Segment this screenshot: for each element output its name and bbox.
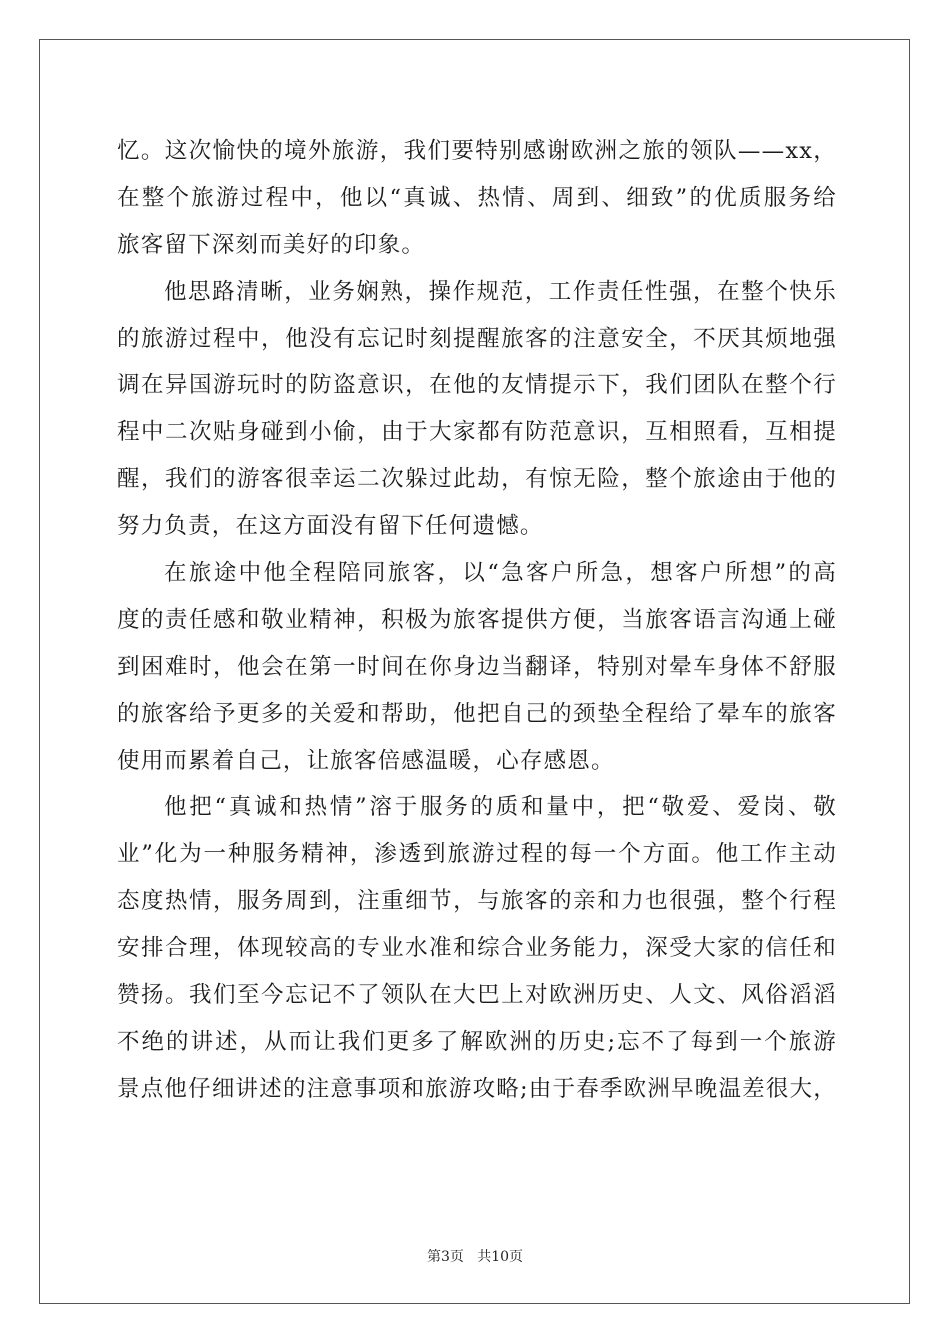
text-line: 他把“真诚和热情”溶于服务的质和量中，把“敬爱、爱岗、敬 bbox=[164, 794, 837, 821]
text-line: 景点他仔细讲述的注意事项和旅游攻略;由于春季欧洲早晚温差很大， bbox=[117, 1075, 837, 1102]
page-footer: 第3页 共10页 bbox=[426, 1249, 524, 1265]
text-line: 旅客留下深刻而美好的印象。 bbox=[117, 231, 426, 258]
text-line: 不绝的讲述，从而让我们更多了解欧洲的历史;忘不了每到一个旅游 bbox=[117, 1028, 837, 1055]
text-line: 的旅游过程中，他没有忘记时刻提醒旅客的注意安全，不厌其烦地强 bbox=[117, 325, 837, 352]
text-line: 调在异国游玩时的防盗意识，在他的友情提示下，我们团队在整个行 bbox=[117, 372, 837, 399]
text-line: 在整个旅游过程中，他以“真诚、热情、周到、细致”的优质服务给 bbox=[117, 184, 837, 211]
text-line: 安排合理，体现较高的专业水准和综合业务能力，深受大家的信任和 bbox=[117, 935, 837, 962]
text-line: 程中二次贴身碰到小偷，由于大家都有防范意识，互相照看，互相提 bbox=[117, 419, 837, 446]
document-body bbox=[117, 128, 837, 1113]
text-line: 在旅途中他全程陪同旅客，以“急客户所急，想客户所想”的高 bbox=[164, 560, 837, 587]
text-line: 赞扬。我们至今忘记不了领队在大巴上对欧洲历史、人文、风俗滔滔 bbox=[117, 982, 837, 1009]
text-line: 度的责任感和敬业精神，积极为旅客提供方便，当旅客语言沟通上碰 bbox=[117, 606, 837, 633]
text-line: 努力负责，在这方面没有留下任何遗憾。 bbox=[117, 513, 544, 540]
text-line: 态度热情，服务周到，注重细节，与旅客的亲和力也很强，整个行程 bbox=[117, 888, 837, 915]
text-line: 业”化为一种服务精神，渗透到旅游过程的每一个方面。他工作主动 bbox=[117, 841, 837, 868]
text-line: 忆。这次愉快的境外旅游，我们要特别感谢欧洲之旅的领队——xx， bbox=[117, 138, 837, 164]
text-line: 醒，我们的游客很幸运二次躲过此劫，有惊无险，整个旅途由于他的 bbox=[117, 466, 837, 493]
text-line: 使用而累着自己，让旅客倍感温暖，心存感恩。 bbox=[117, 747, 615, 774]
text-line: 到困难时，他会在第一时间在你身边当翻译，特别对晕车身体不舒服 bbox=[117, 653, 837, 680]
text-line: 他思路清晰，业务娴熟，操作规范，工作责任性强，在整个快乐 bbox=[164, 278, 837, 305]
text-line: 的旅客给予更多的关爱和帮助，他把自己的颈垫全程给了晕车的旅客 bbox=[117, 700, 837, 727]
